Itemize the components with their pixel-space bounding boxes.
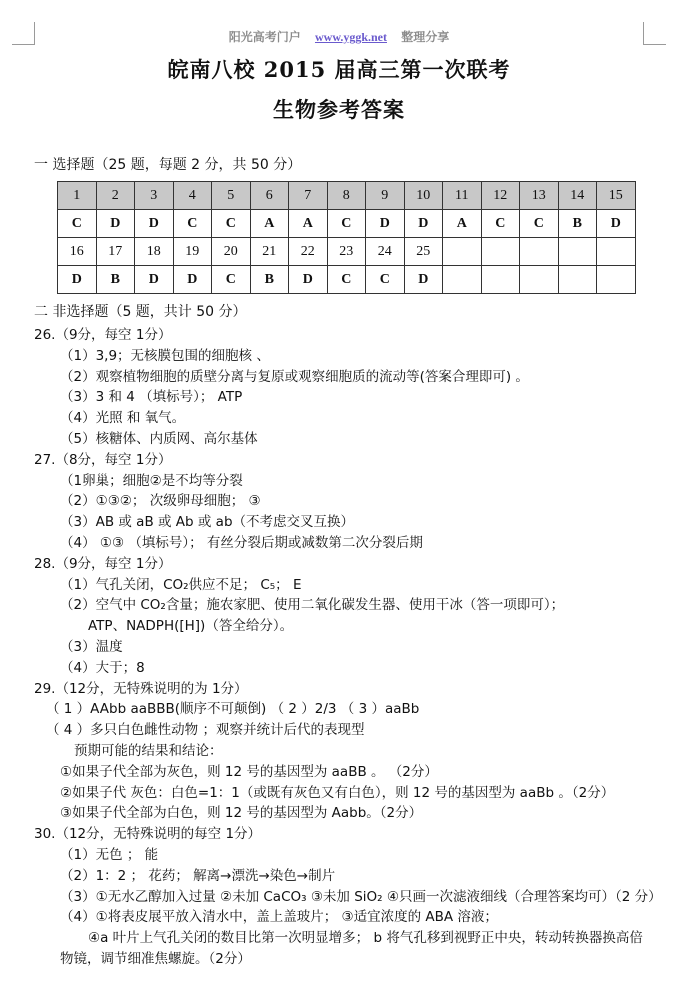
answer-table-numbers-row-2 <box>58 238 636 266</box>
answer-line: （2）空气中 CO₂含量；施农家肥、使用二氧化碳发生器、使用干冰（答一项即可）； <box>60 597 565 614</box>
answer-line: ②如果子代 灰色：白色=1：1（或既有灰色又有白色），则 12 号的基因型为 aaBb 。（2分） <box>60 784 615 801</box>
answer-cell: B <box>250 266 289 294</box>
answer-line: 物镜，调节细准焦螺旋。（2分） <box>60 950 251 967</box>
question-number-cell: 14 <box>558 182 597 210</box>
answer-cell: D <box>289 266 328 294</box>
answer-cell: D <box>404 210 443 238</box>
answer-line: ATP、NADPH([H])（答全给分）。 <box>88 618 294 635</box>
answer-cell: C <box>481 210 520 238</box>
question-number-cell: 7 <box>289 182 328 210</box>
question-number-cell: 21 <box>250 238 289 266</box>
answer-line: （1）气孔关闭，CO₂供应不足； C₅； E <box>60 576 302 593</box>
answer-cell: C <box>212 266 251 294</box>
question-number-cell: 4 <box>173 182 212 210</box>
answer-line: （4）①将表皮展平放入清水中，盖上盖玻片； ③适宜浓度的 ABA 溶液； <box>60 909 498 926</box>
question-number-cell: 6 <box>250 182 289 210</box>
answer-cell: D <box>135 266 174 294</box>
answer-cell: B <box>558 210 597 238</box>
document-title: 皖南八校 2015 届高三第一次联考 <box>167 57 511 82</box>
answer-cell: C <box>212 210 251 238</box>
question-number-cell: 2 <box>96 182 135 210</box>
answer-table <box>57 181 636 294</box>
answer-cell: D <box>96 210 135 238</box>
answer-line: （1）3,9；无核膜包围的细胞核 、 <box>60 347 270 364</box>
question-number-cell <box>481 238 520 266</box>
answer-cell: D <box>597 210 636 238</box>
question-number-cell: 16 <box>58 238 97 266</box>
answer-line: （3）温度 <box>60 638 123 655</box>
answer-cell: C <box>327 210 366 238</box>
answer-line: （2）观察植物细胞的质壁分离与复原或观察细胞质的流动等(答案合理即可) 。 <box>60 368 529 385</box>
question-number-cell: 20 <box>212 238 251 266</box>
answer-line: （ 1 ）AAbb aaBBB(顺序不可颠倒) （ 2 ）2/3 （ 3 ）aaBb <box>46 701 420 718</box>
answer-line: （2）①③②； 次级卵母细胞； ③ <box>60 493 261 510</box>
question-number-cell: 8 <box>327 182 366 210</box>
answer-line: （4）大于；8 <box>60 659 145 676</box>
answer-cell <box>481 266 520 294</box>
answer-cell <box>443 266 482 294</box>
question-number-cell: 3 <box>135 182 174 210</box>
answer-line: （3）①无水乙醇加入过量 ②未加 CaCO₃ ③未加 SiO₂ ④只画一次滤液细线（合理答案均可）（2 分） <box>60 888 662 905</box>
answer-cell: D <box>173 266 212 294</box>
answer-line: ③如果子代全部为白色，则 12 号的基因型为 Aabb。（2分） <box>60 805 423 822</box>
question-number-cell: 19 <box>173 238 212 266</box>
question-number-cell: 9 <box>366 182 405 210</box>
answer-cell: D <box>366 210 405 238</box>
question-number-cell: 17 <box>96 238 135 266</box>
question-number-cell: 12 <box>481 182 520 210</box>
question-number-cell: 10 <box>404 182 443 210</box>
answer-line: （5）核糖体、内质网、高尔基体 <box>60 430 258 447</box>
answer-cell: A <box>250 210 289 238</box>
answer-cell <box>520 266 559 294</box>
answer-line: （2）1：2 ； 花药； 解离→漂洗→染色→制片 <box>60 867 336 884</box>
answer-cell: C <box>58 210 97 238</box>
question-number-cell: 18 <box>135 238 174 266</box>
question-number-cell: 15 <box>597 182 636 210</box>
answer-cell: B <box>96 266 135 294</box>
header-site-link[interactable]: www.yggk.net <box>314 30 387 44</box>
question-number-cell <box>520 238 559 266</box>
document-subtitle: 生物参考答案 <box>273 97 405 122</box>
answer-cell: D <box>404 266 443 294</box>
answer-line: （ 4 ）多只白色雌性动物 ；观察并统计后代的表现型 <box>46 722 365 739</box>
answer-line: （1）无色 ； 能 <box>60 846 159 863</box>
q30-heading: 30.（12分，无特殊说明的每空 1分） <box>34 826 262 843</box>
answer-line: （1卵巢；细胞②是不均等分裂 <box>60 472 243 489</box>
answer-line: ①如果子代全部为灰色，则 12 号的基因型为 aaBB 。 （2分） <box>60 763 438 780</box>
answer-cell <box>558 266 597 294</box>
answer-line: ④a 叶片上气孔关闭的数目比第一次明显增多； b 将气孔移到视野正中央，转动转换器换高倍 <box>88 930 643 947</box>
question-number-cell: 11 <box>443 182 482 210</box>
question-number-cell: 1 <box>58 182 97 210</box>
answer-table-answers-row-1 <box>58 210 636 238</box>
answer-cell: A <box>443 210 482 238</box>
answer-cell: A <box>289 210 328 238</box>
q26-heading: 26.（9分，每空 1分） <box>34 327 172 343</box>
q27-heading: 27.（8分，每空 1分） <box>34 451 172 468</box>
header-share: 整理分享 <box>401 30 450 44</box>
question-number-cell <box>597 238 636 266</box>
answer-cell: C <box>327 266 366 294</box>
answer-cell: C <box>366 266 405 294</box>
answer-lines <box>34 325 664 970</box>
answer-table-numbers-row-1 <box>58 182 636 210</box>
answer-line: （3）3 和 4 （填标号）； ATP <box>60 389 243 406</box>
answer-line: （4） ①③ （填标号）； 有丝分裂后期或减数第二次分裂后期 <box>60 534 423 551</box>
section-choice-heading: 一 选择题（25 题，每题 2 分，共 50 分） <box>34 157 302 173</box>
answer-line: （4）光照 和 氧气。 <box>60 410 186 427</box>
question-number-cell: 23 <box>327 238 366 266</box>
header-source: 阳光高考门户 <box>228 30 301 44</box>
answer-cell <box>597 266 636 294</box>
question-number-cell: 25 <box>404 238 443 266</box>
answer-cell: D <box>135 210 174 238</box>
q28-heading: 28.（9分，每空 1分） <box>34 555 172 572</box>
answer-table-answers-row-2 <box>58 266 636 294</box>
question-number-cell <box>558 238 597 266</box>
answer-cell: D <box>58 266 97 294</box>
answer-cell: C <box>173 210 212 238</box>
question-number-cell: 5 <box>212 182 251 210</box>
q29-heading: 29.（12分，无特殊说明的为 1分） <box>34 680 248 697</box>
answer-line: 预期可能的结果和结论： <box>74 742 223 759</box>
answer-cell: C <box>520 210 559 238</box>
question-number-cell: 22 <box>289 238 328 266</box>
page-header <box>0 28 678 45</box>
question-number-cell: 24 <box>366 238 405 266</box>
question-number-cell <box>443 238 482 266</box>
question-number-cell: 13 <box>520 182 559 210</box>
section-nonchoice-heading: 二 非选择题（5 题，共计 50 分） <box>34 304 247 320</box>
answer-line: （3）AB 或 aB 或 Ab 或 ab（不考虑交叉互换） <box>60 514 355 531</box>
